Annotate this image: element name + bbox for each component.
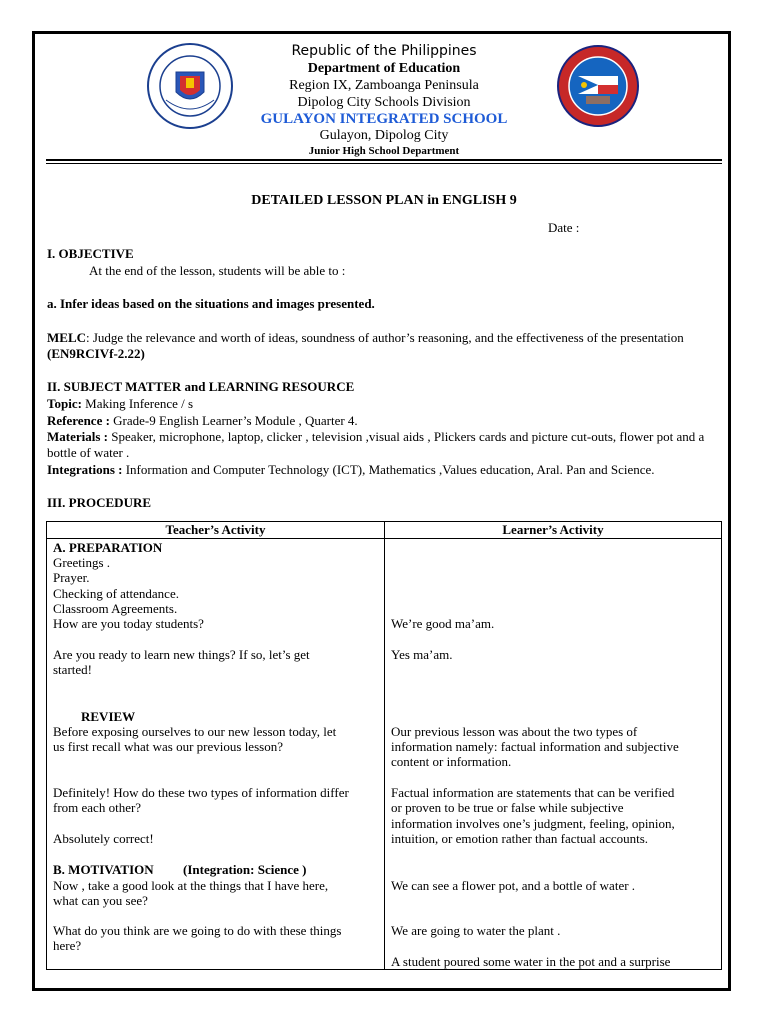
procedure-heading: III. PROCEDURE (47, 495, 152, 510)
topic-label: Topic: (47, 396, 82, 411)
melc-label: MELC (47, 330, 86, 345)
learner-yes: Yes ma’am. (391, 647, 453, 662)
school-address: Gulayon, Dipolog City (319, 128, 449, 143)
learner-prev-line3: content or information. (391, 754, 512, 769)
header-division: Dipolog City Schools Division (297, 95, 471, 110)
teacher-think-line1: What do you think are we going to do with these things (53, 923, 342, 938)
learner-activity-cell (385, 539, 722, 970)
integrations-label: Integrations : (47, 462, 123, 477)
learner-fact-line1: Factual information are statements that can be verified (391, 785, 675, 800)
teacher-look-line2: what can you see? (53, 893, 148, 908)
teacher-think-line2: here? (53, 938, 82, 953)
department-name: Junior High School Department (308, 145, 460, 157)
teacher-attendance: Checking of attendance. (53, 586, 179, 601)
header-divider-thick (46, 159, 722, 161)
header-republic: Republic of the Philippines (291, 43, 477, 59)
learner-see: We can see a flower pot, and a bottle of water . (391, 878, 636, 893)
objective-intro: At the end of the lesson, students will be able to : (89, 263, 346, 278)
date-label: Date : (548, 220, 580, 235)
teacher-column-header: Teacher’s Activity (47, 522, 385, 539)
objective-heading: I. OBJECTIVE (47, 246, 134, 261)
topic-value: Making Inference / s (81, 396, 194, 411)
teacher-review-line1: Before exposing ourselves to our new lesson today, let (53, 724, 337, 739)
teacher-ready-line1: Are you ready to learn new things? If so, let’s get (53, 647, 310, 662)
melc-paragraph (47, 330, 687, 362)
learner-fact-line3: information involves one’s judgment, feeling, opinion, (391, 816, 675, 831)
teacher-agreements: Classroom Agreements. (53, 601, 178, 616)
learner-column-header: Learner’s Activity (385, 522, 722, 539)
teacher-differ-line2: from each other? (53, 800, 142, 815)
subject-heading: II. SUBJECT MATTER and LEARNING RESOURCE (47, 379, 355, 394)
school-name: GULAYON INTEGRATED SCHOOL (260, 111, 508, 127)
materials-line (47, 429, 715, 461)
teacher-prayer: Prayer. (53, 570, 90, 585)
table-header-row (47, 522, 722, 539)
objective-item-a: a. Infer ideas based on the situations and images presented. (47, 296, 375, 311)
learner-good: We’re good ma’am. (391, 616, 495, 631)
reference-value: Grade-9 English Learner’s Module , Quarter 4. (109, 413, 358, 428)
learner-prev-line2: information namely: factual information and subjective (391, 739, 679, 754)
learner-water: We are going to water the plant . (391, 923, 561, 938)
header-deped: Department of Education (307, 61, 461, 76)
header-region: Region IX, Zamboanga Peninsula (289, 78, 479, 93)
table-row (47, 539, 722, 970)
teacher-look-line1: Now , take a good look at the things that I have here, (53, 878, 329, 893)
page-title: DETAILED LESSON PLAN in ENGLISH 9 (251, 193, 517, 208)
header-divider-thin (46, 163, 722, 164)
learner-prev-line1: Our previous lesson was about the two types of (391, 724, 638, 739)
melc-text: : Judge the relevance and worth of ideas, soundness of author’s reasoning, and the effectiveness of the presentation (86, 330, 684, 345)
reference-line (47, 413, 722, 429)
melc-code: (EN9RCIVf-2.22) (47, 346, 145, 361)
procedure-table (46, 521, 722, 970)
teacher-differ-line1: Definitely! How do these two types of information differ (53, 785, 349, 800)
topic-line (47, 396, 722, 412)
materials-label: Materials : (47, 429, 109, 444)
materials-value: Speaker, microphone, laptop, clicker , television ,visual aids , Plickers cards and picture cut-outs, flower pot and a bottle of water . (47, 429, 705, 460)
learner-fact-line4: intuition, or emotion rather than factual accounts. (391, 831, 649, 846)
reference-label: Reference : (47, 413, 110, 428)
teacher-review-line2: us first recall what was our previous lesson? (53, 739, 283, 754)
teacher-correct: Absolutely correct! (53, 831, 154, 846)
teacher-activity-cell (47, 539, 385, 970)
integrations-value: Information and Computer Technology (ICT), Mathematics ,Values education, Aral. Pan and Science. (122, 462, 655, 477)
teacher-ready-line2: started! (53, 662, 92, 677)
teacher-how-are-you: How are you today students? (53, 616, 204, 631)
motivation-heading: B. MOTIVATION (53, 862, 154, 877)
learner-poured: A student poured some water in the pot and a surprise (391, 954, 671, 969)
motivation-integration: (Integration: Science ) (183, 862, 307, 877)
review-heading: REVIEW (81, 709, 136, 724)
teacher-greetings: Greetings . (53, 555, 111, 570)
preparation-heading: A. PREPARATION (53, 540, 163, 555)
learner-fact-line2: or proven to be true or false while subjective (391, 800, 624, 815)
integrations-line (47, 462, 722, 478)
